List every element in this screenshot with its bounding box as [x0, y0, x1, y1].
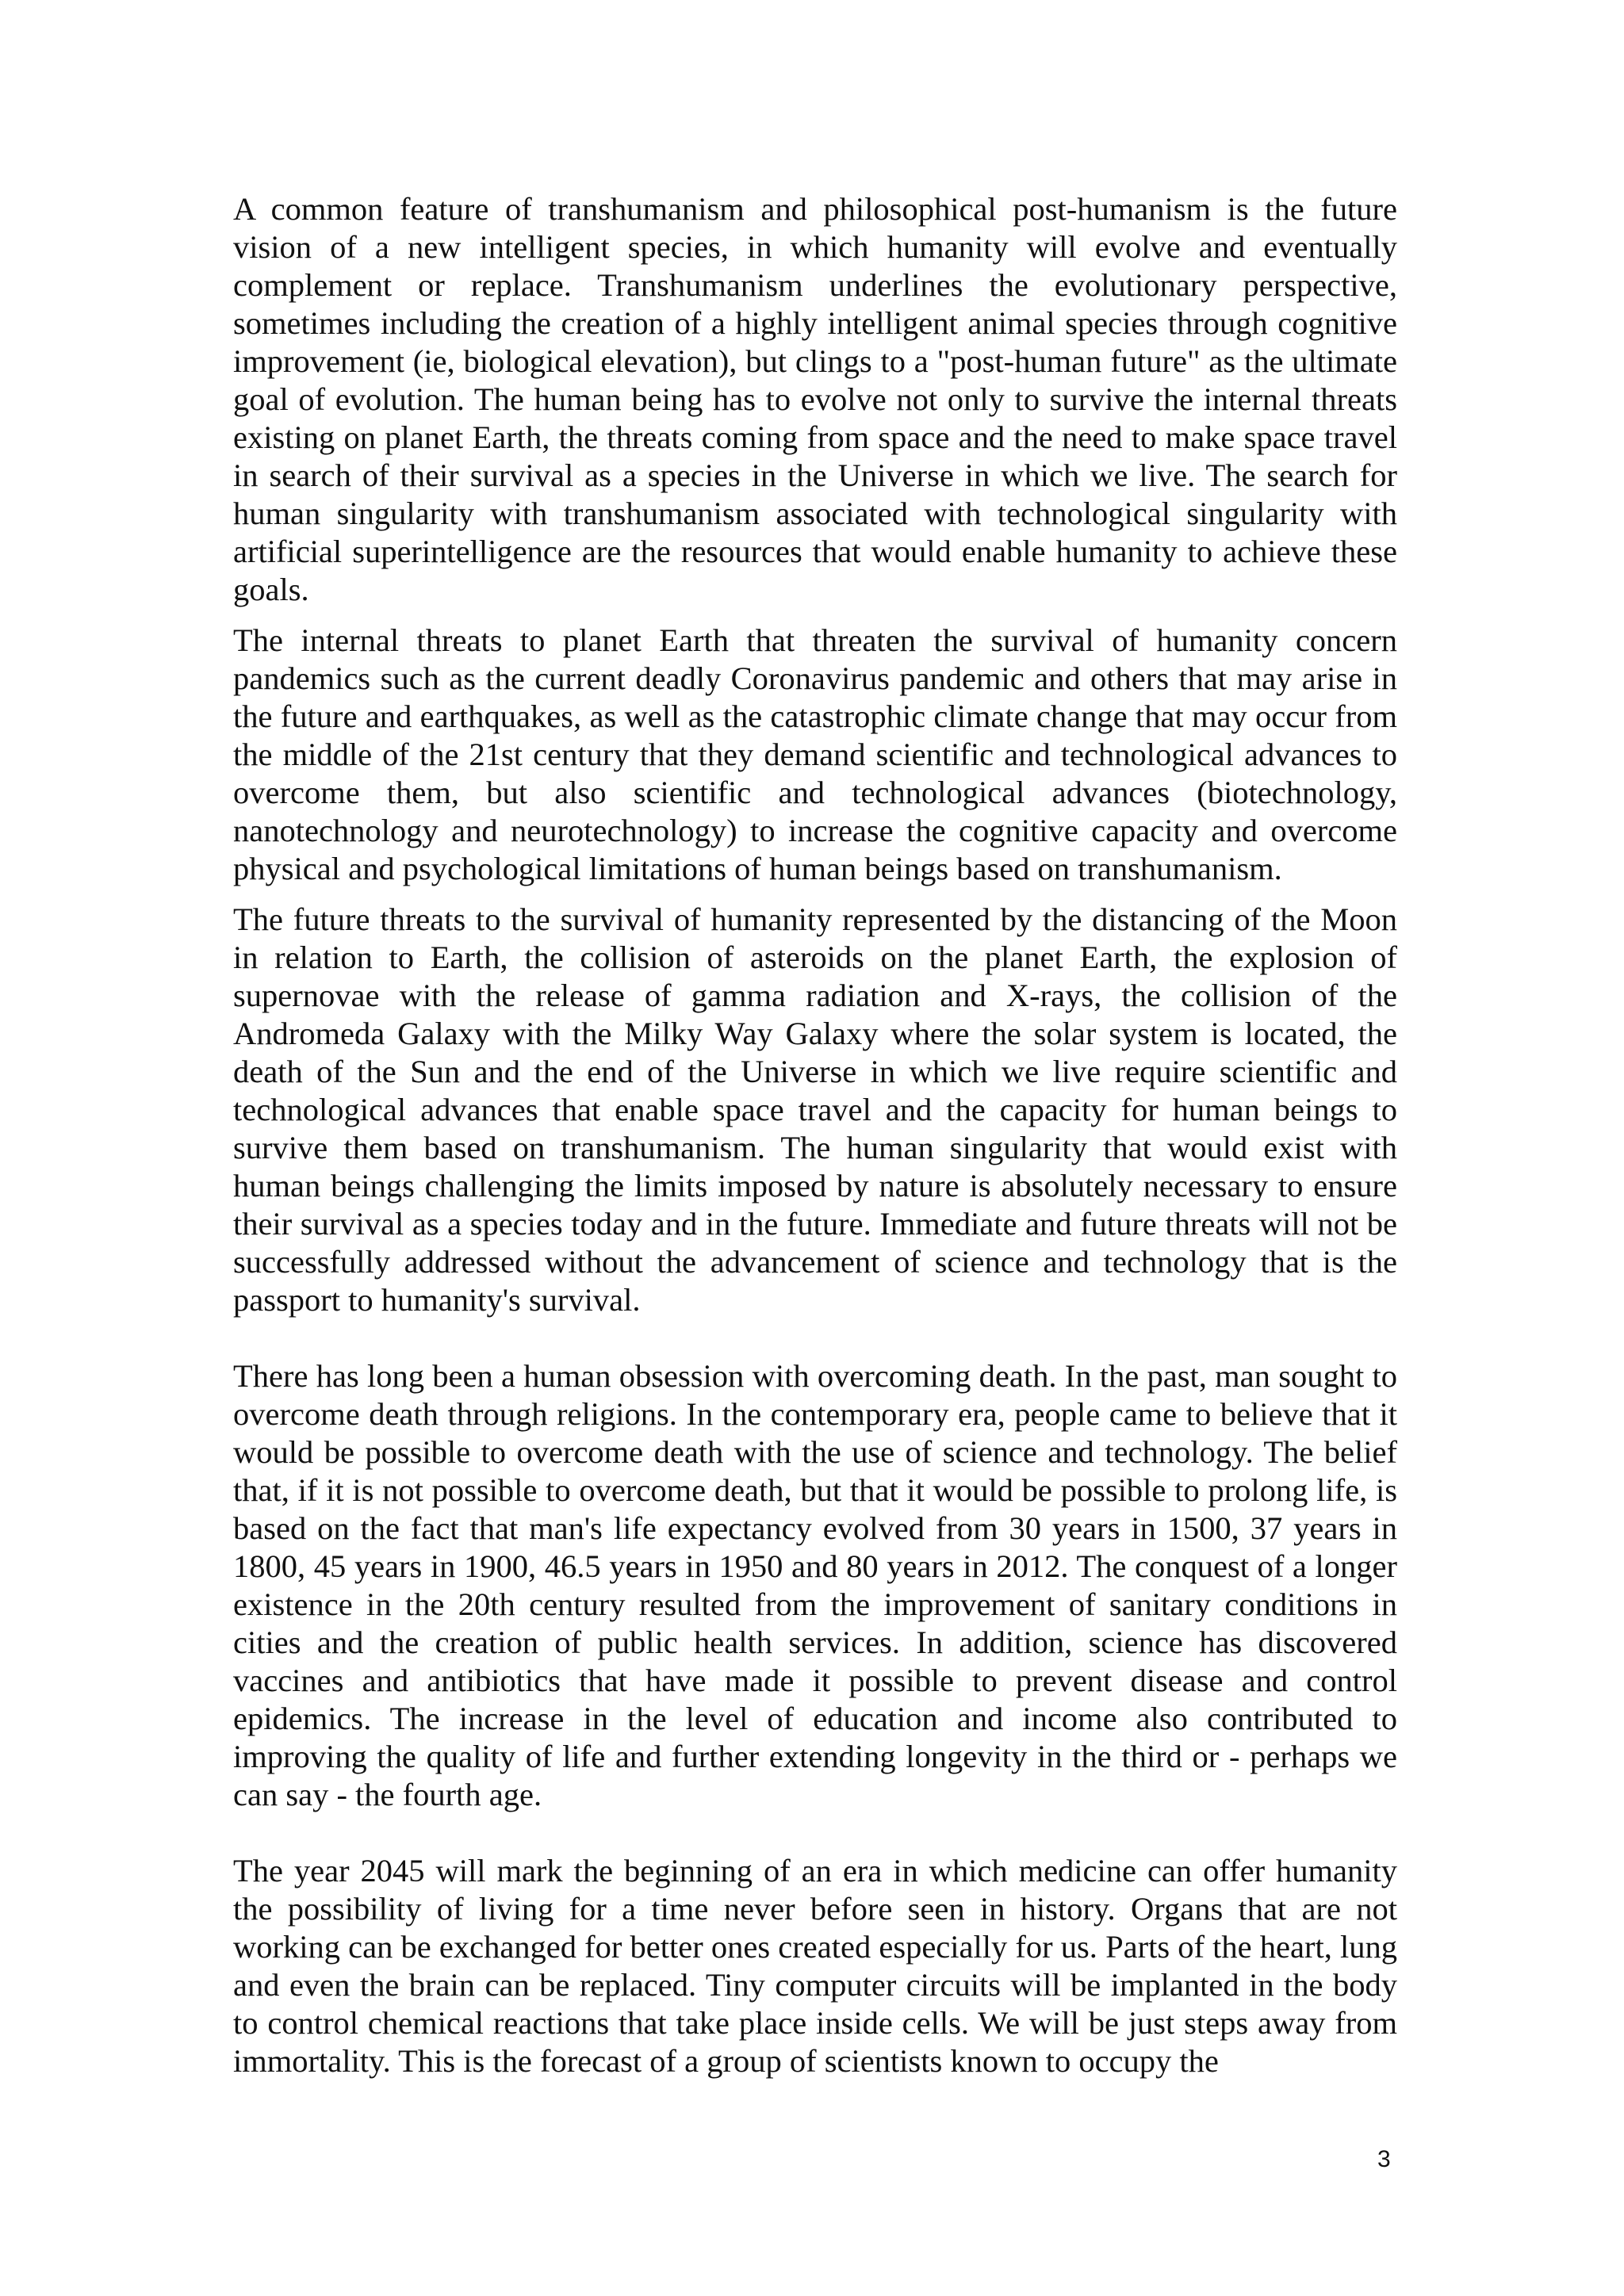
paragraph-transhumanism-vision: A common feature of transhumanism and philosophical post-humanism is the future vision of a new intelligent species, in which humanity will evolve and eventually complement or replace. Transhumanism underlines the evolutionary perspective, sometimes including the creation of a highly intelligent animal species through cognitive improvement (ie, biological elevation), but clings to a "post-human future" as the ultimate goal of evolution. The human being has to evolve not only to survive the internal threats existing on planet Earth, the threats coming from space and the need to make space travel in search of their survival as a species in the Universe in which we live. The search for human singularity with transhumanism associated with technological singularity with artificial superintelligence are the resources that would enable humanity to achieve these goals.: [233, 191, 1397, 607]
paragraph-internal-threats: The internal threats to planet Earth that threaten the survival of humanity concern pandemics such as the current deadly Coronavirus pandemic and others that may arise in the future and earthquakes, as well as the catastrophic climate change that may occur from the middle of the 21st century that they demand scientific and technological advances to overcome them, but also scientific and technological advances (biotechnology, nanotechnology and neurotechnology) to increase the cognitive capacity and overcome physical and psychological limitations of human beings based on transhumanism.: [233, 622, 1397, 886]
body-text: [233, 190, 1397, 2080]
paragraph-year-2045: The year 2045 will mark the beginning of an era in which medicine can offer humanity the possibility of living for a time never before seen in history. Organs that are not working can be exchanged for better ones created especially for us. Parts of the heart, lung and even the brain can be replaced. Tiny computer circuits will be implanted in the body to control chemical reactions that take place inside cells. We will be just steps away from immortality. This is the forecast of a group of scientists known to occupy the: [233, 1853, 1397, 2079]
paragraph-future-threats: The future threats to the survival of humanity represented by the distancing of the Moon in relation to Earth, the collision of asteroids on the planet Earth, the explosion of supernovae with the release of gamma radiation and X-rays, the collision of the Andromeda Galaxy with the Milky Way Galaxy where the solar system is located, the death of the Sun and the end of the Universe in which we live require scientific and technological advances that enable space travel and the capacity for human beings to survive them based on transhumanism. The human singularity that would exist with human beings challenging the limits imposed by nature is absolutely necessary to ensure their survival as a species today and in the future. Immediate and future threats will not be successfully addressed without the advancement of science and technology that is the passport to humanity's survival.: [233, 901, 1397, 1318]
paragraph-overcoming-death: There has long been a human obsession with overcoming death. In the past, man sought to overcome death through religions. In the contemporary era, people came to believe that it would be possible to overcome death with the use of science and technology. The belief that, if it is not possible to overcome death, but that it would be possible to prolong life, is based on the fact that man's life expectancy evolved from 30 years in 1500, 37 years in 1800, 45 years in 1900, 46.5 years in 1950 and 80 years in 2012. The conquest of a longer existence in the 20th century resulted from the improvement of sanitary conditions in cities and the creation of public health services. In addition, science has discovered vaccines and antibiotics that have made it possible to prevent disease and control epidemics. The increase in the level of education and income also contributed to improving the quality of life and further extending longevity in the third or - perhaps we can say - the fourth age.: [233, 1358, 1397, 1812]
page-number: 3: [1377, 2146, 1391, 2172]
